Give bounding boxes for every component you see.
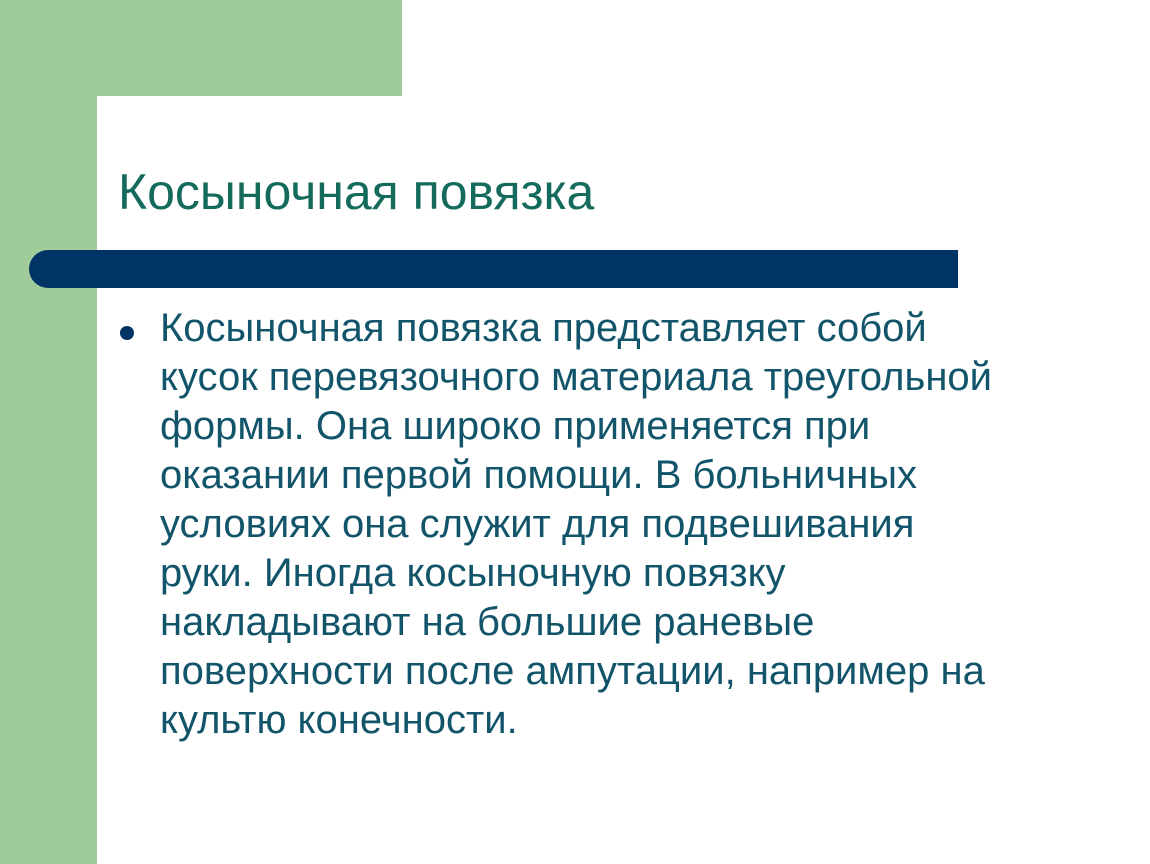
left-accent-band (0, 0, 97, 864)
title-divider-bar (29, 250, 958, 288)
bullet-list (118, 304, 1018, 745)
slide-title: Косыночная повязка (118, 164, 595, 220)
bullet-dot-icon (120, 326, 134, 340)
bullet-text: Косыночная повязка представляет собой кусок перевязочного материала треугольной формы. Она широко применяется при оказании первой помощи. В больничных условиях она служит для подвешивания руки. Иногда косыночную повязку накладывают на большие раневые поверхности после ампутации, например на культю конечности. (160, 306, 992, 742)
bullet-item (118, 304, 1018, 745)
top-accent-band (0, 0, 402, 96)
